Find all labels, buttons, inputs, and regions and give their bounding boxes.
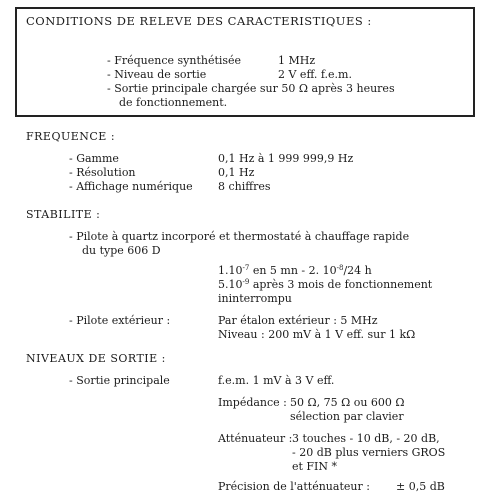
- impedance-value: 50 Ω, 75 Ω ou 600 Ω: [290, 396, 405, 409]
- stability-exponent: -8: [336, 264, 344, 272]
- conditions-item-value: 1 MHz: [278, 54, 316, 67]
- frequence-item-label: - Affichage numérique: [69, 180, 193, 193]
- conditions-item-label: - Niveau de sortie: [107, 68, 207, 81]
- frequence-item-label: - Gamme: [69, 152, 119, 165]
- sortie-principale-value: f.e.m. 1 mV à 3 V eff.: [218, 374, 335, 387]
- stability-coefficient: 1.10: [218, 264, 243, 277]
- stability-coefficient: 5.10: [218, 278, 243, 291]
- conditions-item-label: - Fréquence synthétisée: [107, 54, 242, 67]
- frequence-item-value: 0,1 Hz: [218, 166, 255, 179]
- sortie-principale-label: - Sortie principale: [69, 374, 170, 387]
- precision-label: Précision de l'atténuateur :: [218, 480, 370, 493]
- stability-text: /24 h: [343, 264, 372, 277]
- frequence-title: FREQUENCE :: [26, 130, 116, 143]
- stability-spec-line: ininterrompu: [218, 292, 292, 305]
- pilote-interne-line: du type 606 D: [82, 244, 161, 257]
- frequence-item-label: - Résolution: [69, 166, 136, 179]
- stability-spec-line: [218, 264, 372, 277]
- conditions-item-label: de fonctionnement.: [119, 96, 228, 109]
- attenuateur-value: 3 touches - 10 dB, - 20 dB,: [292, 432, 440, 445]
- stability-exponent: -7: [242, 264, 250, 272]
- stability-text: en 5 mn - 2. 10: [249, 264, 337, 277]
- impedance-value: sélection par clavier: [290, 410, 404, 423]
- attenuateur-value: et FIN *: [292, 460, 338, 473]
- stability-text: après 3 mois de fonctionnement: [249, 278, 433, 291]
- attenuateur-value: - 20 dB plus verniers GROS: [292, 446, 446, 459]
- stabilite-title: STABILITE :: [26, 208, 101, 221]
- conditions-item-label: - Sortie principale chargée sur 50 Ω après 3 heures: [107, 82, 395, 95]
- precision-value: ± 0,5 dB: [396, 480, 445, 493]
- frequence-item-value: 8 chiffres: [218, 180, 271, 193]
- impedance-label: Impédance :: [218, 396, 287, 409]
- frequence-item-value: 0,1 Hz à 1 999 999,9 Hz: [218, 152, 354, 165]
- niveaux-title: NIVEAUX DE SORTIE :: [26, 352, 166, 365]
- pilote-exterieur-value: Niveau : 200 mV à 1 V eff. sur 1 kΩ: [218, 328, 416, 341]
- pilote-exterieur-value: Par étalon extérieur : 5 MHz: [218, 314, 378, 327]
- conditions-item-value: 2 V eff. f.e.m.: [278, 68, 352, 81]
- pilote-interne-line: - Pilote à quartz incorporé et thermostaté à chauffage rapide: [69, 230, 410, 243]
- stability-spec-line: [218, 278, 432, 291]
- attenuateur-label: Atténuateur :: [218, 432, 293, 445]
- conditions-title: CONDITIONS DE RELEVE DES CARACTERISTIQUES :: [26, 14, 372, 28]
- stability-exponent: -9: [242, 278, 250, 286]
- pilote-exterieur-label: - Pilote extérieur :: [69, 314, 171, 327]
